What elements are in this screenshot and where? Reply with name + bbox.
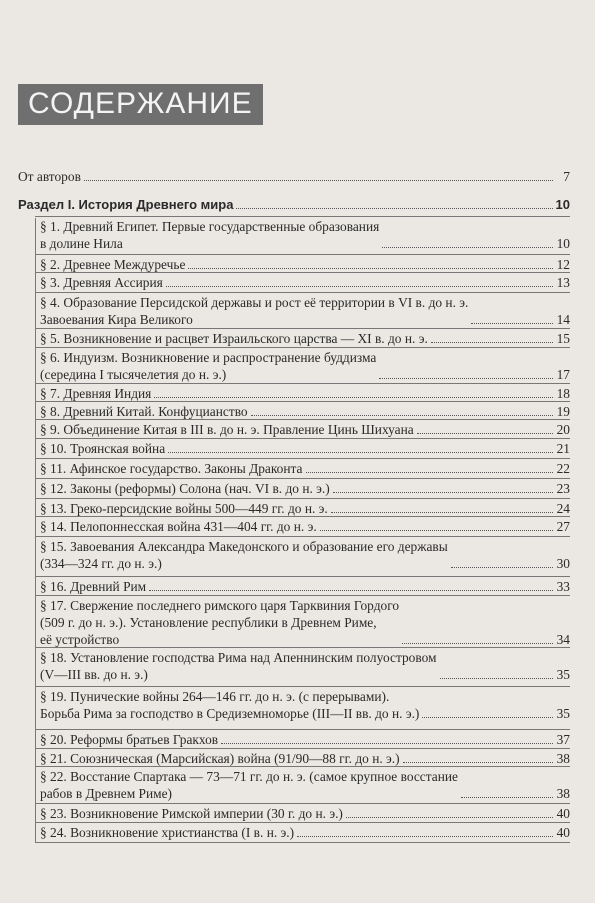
entry-separator: [35, 292, 570, 293]
toc-entry-page: 35: [556, 667, 570, 682]
toc-section-page: 10: [555, 197, 570, 212]
toc-entry-label: § 24. Возникновение христианства (I в. н. э.): [40, 825, 295, 840]
toc-entry[interactable]: [40, 597, 570, 648]
entry-separator: [35, 216, 570, 217]
toc-entry-label: § 17. Свержение последнего римского царя Тарквиния Гордого (509 г. до н. э.). Установление республики в Древнем Риме, её устройство: [40, 598, 400, 647]
leader-dots: [221, 743, 553, 744]
toc-entry[interactable]: [40, 768, 570, 802]
toc-entry-label: § 15. Завоевания Александра Македонского и образование его державы (334—324 гг. до н. э.): [40, 539, 448, 571]
toc-entry[interactable]: [40, 294, 570, 328]
toc-entry[interactable]: [40, 460, 570, 477]
leader-dots: [422, 717, 553, 718]
toc-entry[interactable]: [40, 403, 570, 420]
toc-entry-page: 19: [556, 404, 570, 419]
toc-entry[interactable]: [40, 480, 570, 497]
entry-separator: [35, 438, 570, 439]
toc-entry-page: 13: [556, 275, 570, 290]
toc-entry-label: § 19. Пунические войны 264—146 гг. до н. э. (с перерывами). Борьба Рима за господство в Средиземноморье (III—II вв. до н. э.): [40, 689, 420, 721]
toc-entry[interactable]: [40, 421, 570, 438]
page-title: СОДЕРЖАНИЕ: [18, 84, 263, 125]
leader-dots: [333, 492, 553, 493]
entry-separator: [35, 401, 570, 402]
toc-entry-label: § 16. Древний Рим: [40, 579, 147, 594]
toc-entry-label: § 9. Объединение Китая в III в. до н. э. Правление Цинь Шихуана: [40, 422, 414, 437]
toc-entry-page: 14: [556, 312, 570, 327]
leader-dots: [320, 530, 553, 531]
toc-entry-page: 38: [556, 751, 570, 766]
entry-separator: [35, 803, 570, 804]
leader-dots: [297, 836, 553, 837]
leader-dots: [471, 323, 553, 324]
entry-separator: [35, 536, 570, 537]
entry-separator: [35, 419, 570, 420]
entry-separator: [35, 254, 570, 255]
toc-entry-page: 18: [556, 386, 570, 401]
toc-entry[interactable]: [40, 500, 570, 517]
entry-separator: [35, 576, 570, 577]
leader-dots: [166, 286, 553, 287]
toc-entry[interactable]: [40, 750, 570, 767]
leader-dots: [331, 512, 553, 513]
leader-dots: [346, 817, 553, 818]
entry-separator: [35, 595, 570, 596]
toc-entry[interactable]: [40, 731, 570, 748]
toc-entry[interactable]: [40, 649, 570, 683]
leader-dots: [440, 678, 554, 679]
toc-entry-page: 40: [556, 825, 570, 840]
toc-entry-label: § 22. Восстание Спартака — 73—71 гг. до н. э. (самое крупное восстание рабов в Древнем Риме): [40, 769, 458, 801]
leader-dots: [379, 378, 553, 379]
toc-entry-page: 21: [556, 441, 570, 456]
toc-entry-label: § 11. Афинское государство. Законы Драконта: [40, 461, 303, 476]
leader-dots: [306, 472, 554, 473]
toc-entry-page: 40: [556, 806, 570, 821]
entry-separator: [35, 458, 570, 459]
toc-entry-label: § 13. Греко-персидские войны 500—449 гг. до н. э.: [40, 501, 328, 516]
toc-entry-label: § 1. Древний Египет. Первые государственные образования в долине Нила: [40, 219, 380, 251]
toc-entry-label: § 5. Возникновение и расцвет Израильского царства — XI в. до н. э.: [40, 331, 428, 346]
leader-dots: [382, 247, 553, 248]
toc-entry-label: § 10. Троянская война: [40, 441, 166, 456]
entry-separator: [35, 347, 570, 348]
toc-entry-page: 37: [556, 732, 570, 747]
toc-entry[interactable]: [40, 688, 570, 722]
toc-entry-label: § 23. Возникновение Римской империи (30 г. до н. э.): [40, 806, 343, 821]
entry-separator: [35, 729, 570, 730]
entry-separator: [35, 842, 570, 843]
toc-entry-label: § 2. Древнее Междуречье: [40, 257, 186, 272]
entry-separator: [35, 766, 570, 767]
toc-entry[interactable]: [40, 274, 570, 291]
toc-entry-label: § 14. Пелопоннесская война 431—404 гг. до н. э.: [40, 519, 317, 534]
leader-dots: [451, 567, 553, 568]
entry-separator: [35, 748, 570, 749]
toc-entry-label: § 18. Установление господства Рима над Апеннинским полуостровом (V—III вв. до н. э.): [40, 650, 437, 682]
entry-separator: [35, 822, 570, 823]
entry-separator: [35, 647, 570, 648]
toc-entry-intro[interactable]: [18, 168, 570, 185]
toc-entry[interactable]: [40, 578, 570, 595]
leader-dots: [188, 268, 553, 269]
entry-separator: [35, 272, 570, 273]
toc-entry-page: 10: [556, 236, 570, 251]
leader-dots: [431, 342, 553, 343]
leader-dots: [403, 762, 553, 763]
toc-entry[interactable]: [40, 349, 570, 383]
toc-entry-page: 20: [556, 422, 570, 437]
entry-separator: [35, 498, 570, 499]
leader-dots: [168, 452, 553, 453]
toc-entry-label: § 20. Реформы братьев Гракхов: [40, 732, 219, 747]
toc-entry-page: 34: [556, 632, 570, 647]
toc-entry-page: 12: [556, 257, 570, 272]
toc-section-heading[interactable]: [18, 196, 570, 213]
toc-entry[interactable]: [40, 256, 570, 273]
leader-dots: [236, 208, 552, 209]
toc-entry-page: 35: [556, 706, 570, 721]
toc-entry[interactable]: [40, 440, 570, 457]
toc-entry[interactable]: [40, 805, 570, 822]
toc-entry[interactable]: [40, 538, 570, 572]
leader-dots: [154, 397, 553, 398]
entry-separator: [35, 686, 570, 687]
entry-separator: [35, 383, 570, 384]
toc-entry[interactable]: [40, 330, 570, 347]
entry-separator: [35, 328, 570, 329]
toc-entry-label: § 4. Образование Персидской державы и рост её территории в VI в. до н. э. Завоевания Кира Великого: [40, 295, 469, 327]
toc-entry-label: § 3. Древняя Ассирия: [40, 275, 163, 290]
toc-entry-page: 7: [563, 169, 570, 184]
toc-entry-page: 30: [556, 556, 570, 571]
toc-entry[interactable]: [40, 218, 570, 252]
toc-section-label: Раздел I. История Древнего мира: [18, 197, 234, 212]
toc-entry-label: От авторов: [18, 169, 81, 184]
toc-entry-page: 33: [556, 579, 570, 594]
leader-dots: [251, 415, 553, 416]
toc-entry-label: § 6. Индуизм. Возникновение и распространение буддизма (середина I тысячелетия до н. э.): [40, 350, 377, 382]
entry-separator: [35, 516, 570, 517]
toc-entry-page: 22: [556, 461, 570, 476]
entry-separator: [35, 478, 570, 479]
leader-dots: [417, 433, 553, 434]
toc-entry-label: § 8. Древний Китай. Конфуцианство: [40, 404, 248, 419]
toc-entry-label: § 7. Древняя Индия: [40, 386, 152, 401]
toc-entry-page: 24: [556, 501, 570, 516]
toc-entry-page: 17: [556, 367, 570, 382]
toc-entry[interactable]: [40, 824, 570, 841]
leader-dots: [149, 590, 553, 591]
toc-entry[interactable]: [40, 518, 570, 535]
toc-entry-page: 23: [556, 481, 570, 496]
toc-entry[interactable]: [40, 385, 570, 402]
toc-entry-page: 27: [556, 519, 570, 534]
leader-dots: [402, 643, 553, 644]
toc-entry-label: § 21. Союзническая (Марсийская) война (91/90—88 гг. до н. э.): [40, 751, 400, 766]
toc-entry-page: 38: [556, 786, 570, 801]
leader-dots: [461, 797, 553, 798]
leader-dots: [84, 180, 553, 181]
toc-entry-page: 15: [556, 331, 570, 346]
toc-entry-label: § 12. Законы (реформы) Солона (нач. VI в. до н. э.): [40, 481, 330, 496]
